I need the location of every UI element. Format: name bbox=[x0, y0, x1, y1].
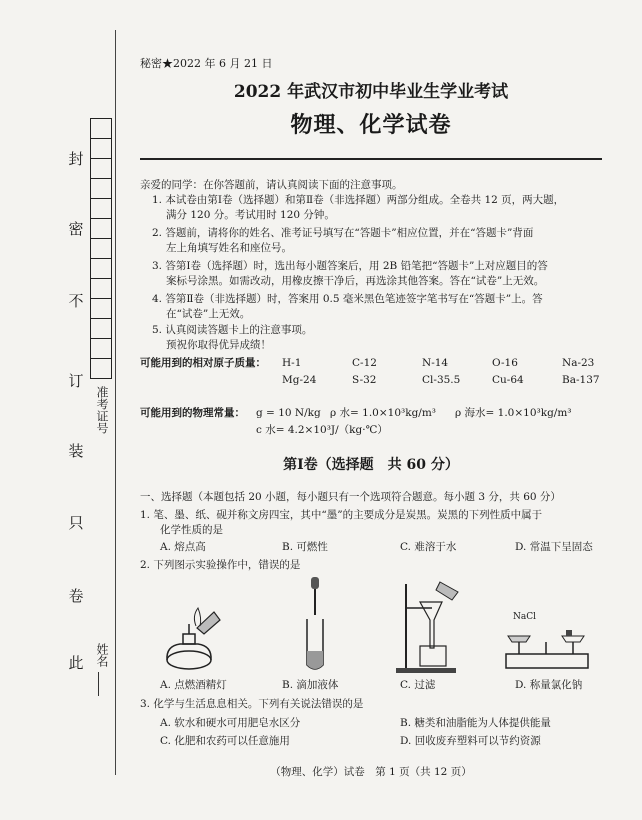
q3-option-d[interactable]: D. 回收废弃塑料可以节约资源 bbox=[400, 735, 541, 747]
notice-line: 预祝你取得优异成绩！ bbox=[166, 339, 271, 351]
q1-option-d[interactable]: D. 常温下呈固态 bbox=[515, 541, 593, 553]
atomic-mass-item: Ba-137 bbox=[562, 374, 600, 386]
admission-number-label: 准考证号 bbox=[95, 386, 109, 434]
notice-line: 4. 答第Ⅱ卷（非选择题）时，答案用 0.5 毫米黑色笔迹签字笔书写在“答题卡”上。答 bbox=[152, 293, 543, 305]
atomic-mass-item: O-16 bbox=[492, 357, 518, 369]
notice-line: 案标号涂黑。如需改动，用橡皮擦干净后，再选涂其他答案。答在“试卷”上无效。 bbox=[166, 275, 545, 287]
atomic-mass-item: Na-23 bbox=[562, 357, 595, 369]
seal-char-bu: 不 bbox=[68, 292, 84, 310]
atomic-mass-item: Cl-35.5 bbox=[422, 374, 461, 386]
notice-line: 满分 120 分。考试用时 120 分钟。 bbox=[166, 209, 335, 221]
seal-char-juan: 卷 bbox=[68, 587, 84, 605]
alcohol-lamp-figure bbox=[152, 598, 227, 676]
section-1-intro: 一、选择题（本题包括 20 小题，每小题只有一个选项符合题意。每小题 3 分，共 60 分） bbox=[140, 491, 561, 503]
q3-option-a[interactable]: A. 软水和硬水可用肥皂水区分 bbox=[160, 717, 301, 729]
atomic-mass-item: S-32 bbox=[352, 374, 377, 386]
question-1-stem: 1. 笔、墨、纸、砚并称文房四宝，其中“墨”的主要成分是炭黑。炭黑的下列性质中属于 bbox=[140, 509, 543, 521]
constant-g: g = 10 N/kg bbox=[256, 407, 321, 419]
page-footer: （物理、化学）试卷 第 1 页（共 12 页） bbox=[270, 766, 472, 778]
admission-number-grid[interactable] bbox=[90, 118, 112, 379]
notice-line: 3. 答第Ⅰ卷（选择题）时，选出每小题答案后，用 2B 铅笔把“答题卡”上对应题目的答 bbox=[152, 260, 548, 272]
question-3-stem: 3. 化学与生活息息相关。下列有关说法错误的是 bbox=[140, 698, 364, 710]
constant-c-water: c 水= 4.2×10³J/（kg·℃） bbox=[256, 424, 388, 436]
seal-char-ding: 订 bbox=[68, 372, 84, 390]
notice-line: 1. 本试卷由第Ⅰ卷（选择题）和第Ⅱ卷（非选择题）两部分组成。全卷共 12 页，两大题， bbox=[152, 194, 565, 206]
atomic-mass-item: N-14 bbox=[422, 357, 449, 369]
q2-option-a[interactable]: A. 点燃酒精灯 bbox=[160, 679, 227, 691]
atomic-mass-label: 可能用到的相对原子质量： bbox=[140, 357, 266, 369]
atomic-mass-item: H-1 bbox=[282, 357, 302, 369]
header-rule bbox=[140, 158, 602, 160]
exam-title: 2022 年武汉市初中毕业生学业考试 bbox=[233, 82, 509, 102]
q3-option-b[interactable]: B. 糖类和油脂能为人体提供能量 bbox=[400, 717, 551, 729]
binding-line bbox=[115, 30, 116, 775]
notice-line: 5. 认真阅读答题卡上的注意事项。 bbox=[152, 324, 313, 336]
constant-rho-seawater: ρ 海水= 1.0×10³kg/m³ bbox=[455, 407, 572, 419]
name-label: 姓名 bbox=[95, 643, 109, 667]
balance-figure bbox=[500, 620, 595, 678]
notice-greeting: 亲爱的同学：在你答题前，请认真阅读下面的注意事项。 bbox=[140, 179, 403, 191]
seal-char-ci: 此 bbox=[68, 654, 84, 672]
question-2-stem: 2. 下列图示实验操作中，错误的是 bbox=[140, 559, 301, 571]
q1-option-b[interactable]: B. 可燃性 bbox=[282, 541, 328, 553]
atomic-mass-item: Mg-24 bbox=[282, 374, 317, 386]
dropper-figure bbox=[295, 575, 335, 675]
nacl-label: NaCl bbox=[513, 612, 537, 622]
section-1-title: 第Ⅰ卷（选择题 共 60 分） bbox=[283, 457, 459, 473]
seal-char-zhuang: 装 bbox=[68, 442, 84, 460]
atomic-mass-item: C-12 bbox=[352, 357, 377, 369]
seal-char-mi: 密 bbox=[68, 220, 84, 238]
q2-option-d[interactable]: D. 称量氯化钠 bbox=[515, 679, 583, 691]
notice-line: 在“试卷”上无效。 bbox=[166, 308, 251, 320]
constant-rho-water: ρ 水= 1.0×10³kg/m³ bbox=[330, 407, 436, 419]
atomic-mass-item: Cu-64 bbox=[492, 374, 524, 386]
q1-option-c[interactable]: C. 难溶于水 bbox=[400, 541, 457, 553]
seal-char-zhi: 只 bbox=[68, 514, 84, 532]
name-fill-line[interactable] bbox=[98, 672, 99, 696]
subject-title: 物理、化学试卷 bbox=[290, 112, 452, 138]
notice-line: 左上角填写姓名和座位号。 bbox=[166, 242, 292, 254]
q2-option-c[interactable]: C. 过滤 bbox=[400, 679, 436, 691]
q2-option-b[interactable]: B. 滴加液体 bbox=[282, 679, 339, 691]
filtration-figure bbox=[392, 578, 472, 678]
secret-date: 秘密★2022 年 6 月 21 日 bbox=[140, 57, 273, 70]
q3-option-c[interactable]: C. 化肥和农药可以任意施用 bbox=[160, 735, 290, 747]
seal-char-feng: 封 bbox=[68, 150, 84, 168]
q1-option-a[interactable]: A. 熔点高 bbox=[160, 541, 206, 553]
notice-line: 2. 答题前，请将你的姓名、准考证号填写在“答题卡”相应位置，并在“答题卡”背面 bbox=[152, 227, 534, 239]
physics-constant-label: 可能用到的物理常量： bbox=[140, 407, 245, 419]
question-1-stem: 化学性质的是 bbox=[160, 524, 223, 536]
